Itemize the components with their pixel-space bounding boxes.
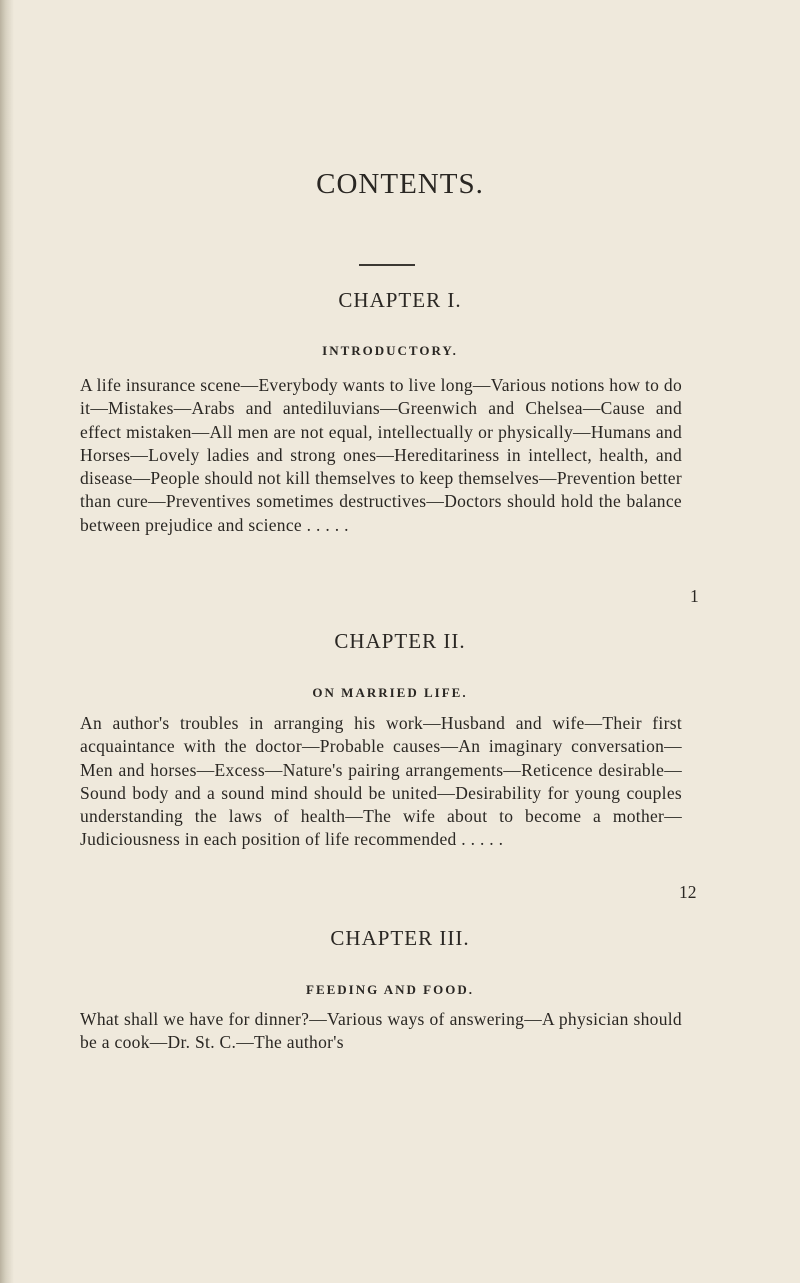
chapter-3-heading: CHAPTER III.: [330, 926, 470, 950]
chapter-1-subtitle: INTRODUCTORY.: [322, 343, 458, 358]
chapter-1-text: A life insurance scene—Everybody wants to live long—Various notions how to do it—Mistakes—Arabs and antediluvians—Greenwich and Chelsea—Cause and effect mistaken—All men are not equal, intellectually or physically—Humans and Horses—Lovely ladies and strong ones—Hereditariness in intellect, health, and disease—People should not kill themselves to keep themselves—Prevention better than cure—Preventives sometimes destructives—Doctors should hold the balance between prejudice and science . . . . .: [80, 375, 682, 535]
chapter-3-subtitle: FEEDING AND FOOD.: [306, 982, 474, 997]
chapter-1-page-number: 1: [690, 586, 699, 606]
chapter-1-summary: [80, 374, 682, 537]
page-title: CONTENTS.: [316, 168, 484, 200]
chapter-1-heading: CHAPTER I.: [338, 288, 462, 312]
chapter-2-summary: [80, 712, 682, 852]
chapter-2-heading: CHAPTER II.: [334, 629, 466, 653]
chapter-2-subtitle: ON MARRIED LIFE.: [312, 685, 468, 700]
chapter-2-text: An author's troubles in arranging his work—Husband and wife—Their first acquaintance with the doctor—Probable causes—An imaginary conversation—Men and horses—Excess—Nature's pairing arrangements—Reticence desirable—Sound body and a sound mind should be united—Desirability for young couples understanding the laws of health—The wife about to become a mother—Judiciousness in each position of life recommended . . . . .: [80, 713, 682, 850]
chapter-3-text: What shall we have for dinner?—Various ways of answering—A physician should be a cook—Dr. St. C.—The author's: [80, 1009, 682, 1053]
title-rule: [359, 264, 415, 266]
chapter-3-summary: [80, 1008, 682, 1055]
chapter-2-page-number: 12: [679, 882, 697, 902]
